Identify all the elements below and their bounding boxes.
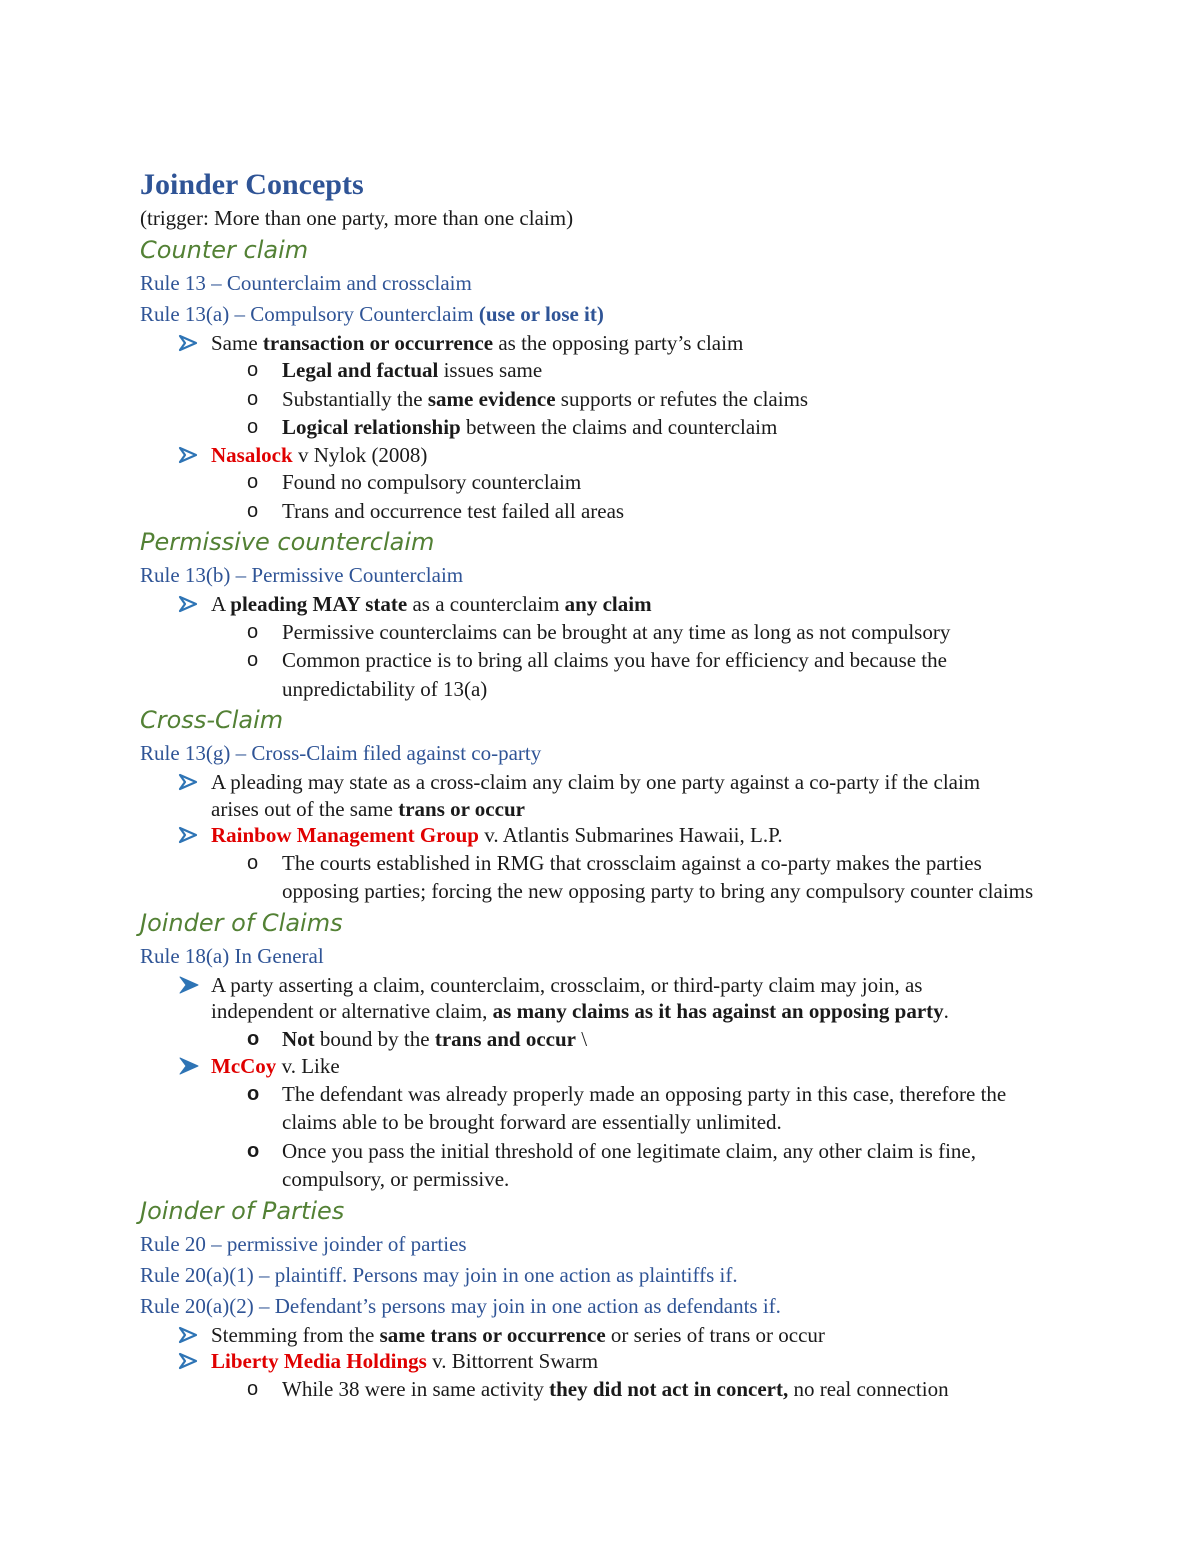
sub-bullet-logical-relationship: o Logical relationship between the claims and counterclaim bbox=[140, 413, 1140, 442]
circle-bullet-icon: o bbox=[247, 416, 259, 438]
circle-bullet-icon: o bbox=[247, 387, 259, 410]
rule-13g: Rule 13(g) – Cross-Claim filed against co-party bbox=[140, 741, 542, 765]
circle-bullet-icon: o bbox=[247, 1139, 260, 1162]
bullet-stemming-from: Stemming from the same trans or occurrence or series of trans or occur bbox=[140, 1322, 1140, 1349]
sub-bullet-same-evidence: o Substantially the same evidence supports or refutes the claims bbox=[140, 385, 1140, 414]
sub-bullet-rmg-holding: o The courts established in RMG that crossclaim against a co-party makes the parties opposing parties; forcing the new opposing party to bring any compulsory counter claims bbox=[247, 850, 1034, 903]
trigger-note: (trigger: More than one party, more than one claim) bbox=[140, 206, 574, 230]
heading-counter-claim: Counter claim bbox=[140, 235, 309, 264]
sub-bullet-test-failed: o Trans and occurrence test failed all areas bbox=[140, 497, 1140, 526]
bullet-case-liberty-media: Liberty Media Holdings v. Bittorrent Swarm bbox=[140, 1348, 1140, 1375]
sub-bullet-not-bound: o Not bound by the trans and occur \ bbox=[140, 1025, 1140, 1054]
sub-bullet-common-practice: o Common practice is to bring all claims you have for efficiency and because the unpredictability of 13(a) bbox=[247, 648, 947, 701]
circle-bullet-icon: o bbox=[247, 1377, 259, 1400]
rule-20a1: Rule 20(a)(1) – plaintiff. Persons may join in one action as plaintiffs if. bbox=[140, 1262, 738, 1287]
circle-bullet-icon: o bbox=[247, 1027, 260, 1050]
arrow-bullet-icon bbox=[178, 972, 200, 998]
circle-bullet-icon: o bbox=[247, 1082, 260, 1105]
sub-bullet-threshold: o Once you pass the initial threshold of one legitimate claim, any other claim is fine, compulsory, or permissive. bbox=[247, 1138, 976, 1191]
circle-bullet-icon: o bbox=[247, 620, 259, 643]
sub-bullet-legal-factual: o Legal and factual issues same bbox=[140, 356, 1140, 385]
heading-cross-claim: Cross-Claim bbox=[140, 706, 284, 734]
sub-bullet-opposing-party: o The defendant was already properly made an opposing party in this case, therefore the claims able to be brought forward are essentially unlimited. bbox=[247, 1081, 1007, 1134]
bullet-case-nasalock: Nasalock v Nylok (2008) bbox=[140, 442, 1140, 469]
arrow-bullet-icon bbox=[178, 591, 200, 617]
bullet-pleading-may-state: A pleading MAY state as a counterclaim any claim bbox=[140, 591, 1140, 618]
rule-13: Rule 13 – Counterclaim and crossclaim bbox=[140, 270, 472, 295]
arrow-bullet-icon bbox=[178, 822, 200, 848]
arrow-bullet-icon bbox=[178, 442, 200, 468]
bullet-cross-claim-definition: A pleading may state as a cross-claim any claim by one party against a co-party if the claim arises out of the same trans or occur bbox=[140, 769, 1140, 822]
heading-permissive-counterclaim: Permissive counterclaim bbox=[140, 528, 435, 556]
circle-bullet-icon: o bbox=[247, 499, 259, 522]
arrow-bullet-icon bbox=[178, 1053, 200, 1079]
circle-bullet-icon: o bbox=[247, 649, 259, 671]
bullet-same-transaction: Same transaction or occurrence as the opposing party’s claim bbox=[140, 330, 1140, 357]
sub-bullet-no-compulsory: o Found no compulsory counterclaim bbox=[140, 468, 1140, 497]
arrow-bullet-icon bbox=[178, 769, 200, 795]
sub-bullet-any-time: o Permissive counterclaims can be brought at any time as long as not compulsory bbox=[140, 618, 1140, 647]
arrow-bullet-icon bbox=[178, 1348, 200, 1374]
rule-18a: Rule 18(a) In General bbox=[140, 943, 324, 968]
arrow-bullet-icon bbox=[178, 1322, 200, 1348]
bullet-case-rainbow: Rainbow Management Group v. Atlantis Submarines Hawaii, L.P. bbox=[140, 822, 1140, 849]
circle-bullet-icon: o bbox=[247, 359, 259, 381]
sub-bullet-not-in-concert: o While 38 were in same activity they did not act in concert, no real connection bbox=[140, 1375, 1140, 1404]
heading-joinder-of-claims: Joinder of Claims bbox=[140, 908, 343, 937]
bullet-party-asserting-claim: A party asserting a claim, counterclaim, crossclaim, or third-party claim may join, as independent or alternative claim, as many claims as it has against an opposing party. bbox=[140, 972, 1140, 1025]
circle-bullet-icon: o bbox=[247, 851, 259, 874]
bullet-case-mccoy: McCoy v. Like bbox=[140, 1053, 1140, 1080]
rule-13a: Rule 13(a) – Compulsory Counterclaim (use or lose it) bbox=[140, 301, 604, 326]
rule-13b: Rule 13(b) – Permissive Counterclaim bbox=[140, 563, 464, 587]
document-page bbox=[140, 166, 1140, 1403]
document-title: Joinder Concepts bbox=[140, 168, 364, 201]
heading-joinder-of-parties: Joinder of Parties bbox=[140, 1196, 345, 1225]
rule-20a2: Rule 20(a)(2) – Defendant’s persons may join in one action as defendants if. bbox=[140, 1293, 781, 1318]
circle-bullet-icon: o bbox=[247, 471, 259, 493]
rule-20: Rule 20 – permissive joinder of parties bbox=[140, 1231, 467, 1256]
arrow-bullet-icon bbox=[178, 330, 200, 356]
